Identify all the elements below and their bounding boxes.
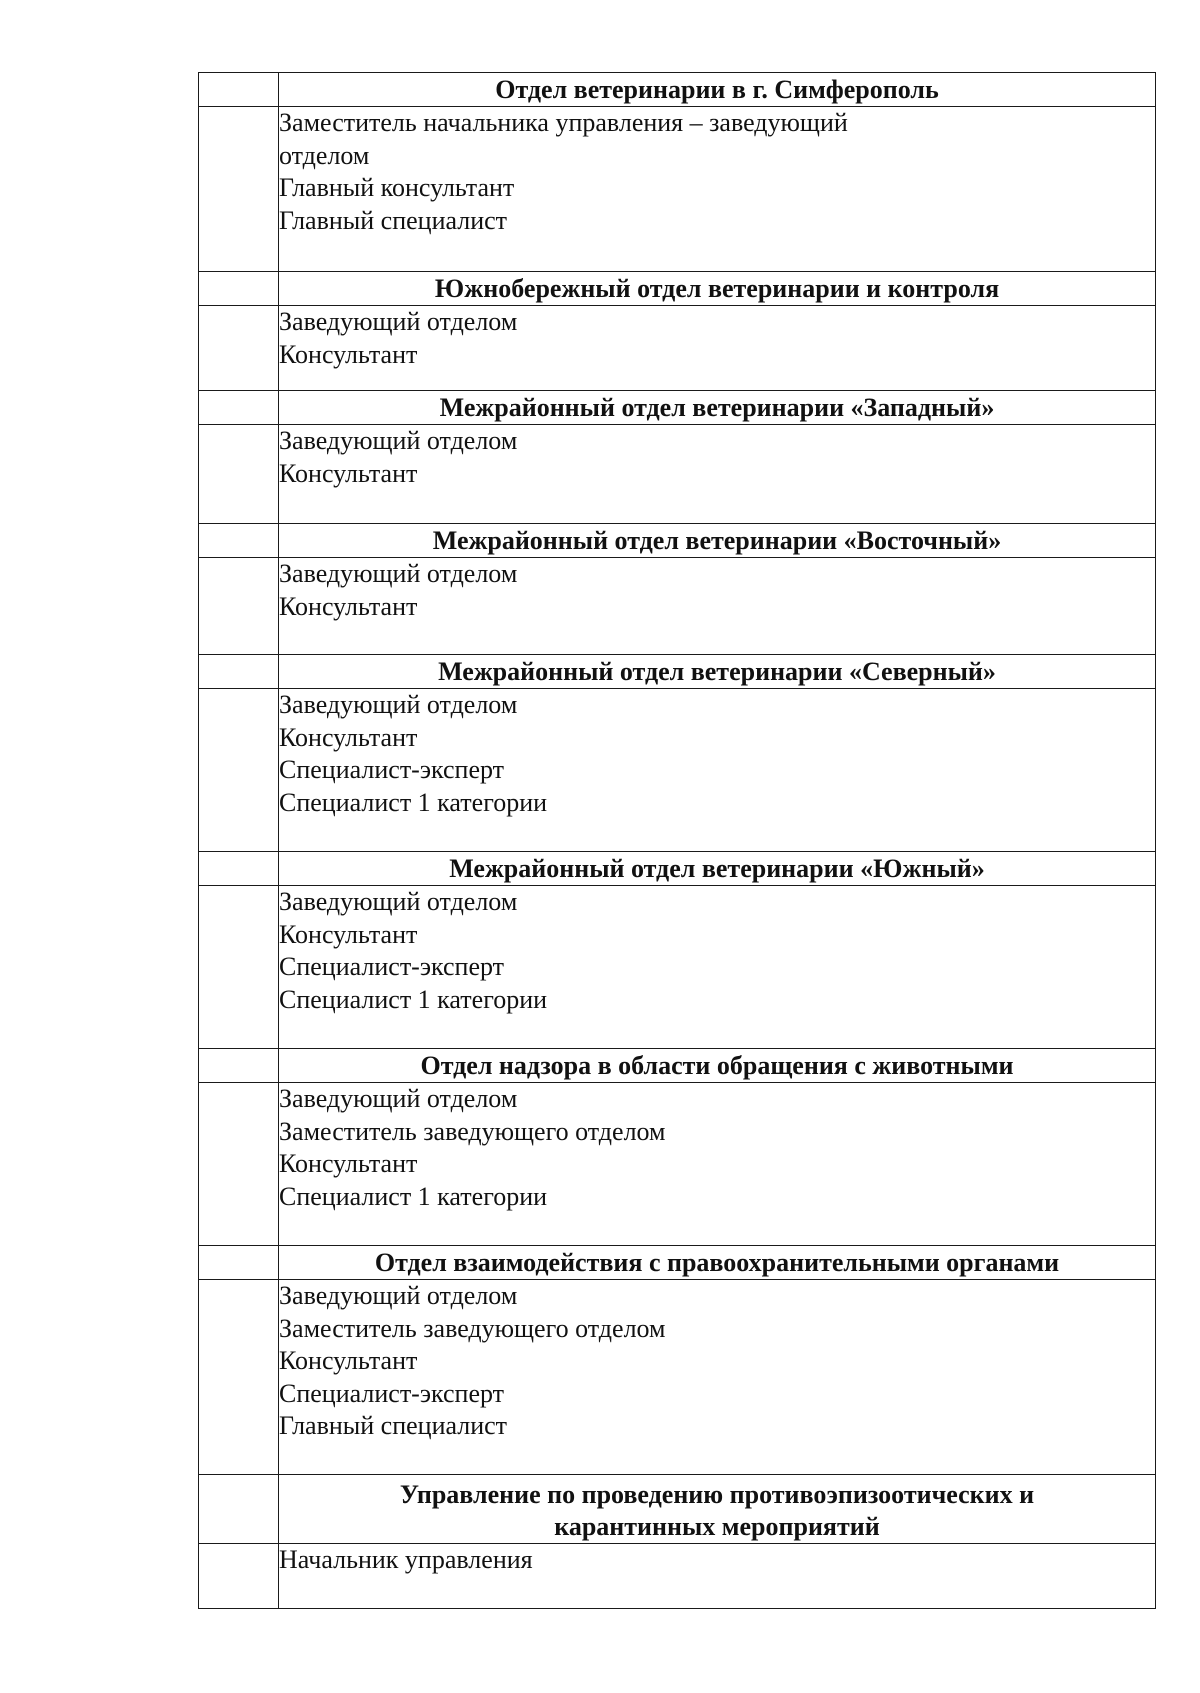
positions-row	[199, 1083, 1156, 1246]
positions-cell	[279, 425, 1156, 524]
positions-row	[199, 107, 1156, 272]
number-cell	[199, 886, 279, 1049]
number-cell	[199, 1083, 279, 1246]
position-item: Консультант	[279, 1149, 418, 1179]
number-cell	[199, 73, 279, 107]
number-cell	[199, 272, 279, 306]
positions-cell	[279, 107, 1156, 272]
number-cell	[199, 558, 279, 655]
position-item: Специалист-эксперт	[279, 952, 504, 982]
department-title: Межрайонный отдел ветеринарии «Южный»	[279, 852, 1156, 886]
position-item: Консультант	[279, 1346, 418, 1376]
department-title: Отдел надзора в области обращения с животными	[279, 1049, 1156, 1083]
position-item: Начальник управления	[279, 1545, 533, 1574]
table-body	[199, 73, 1156, 1609]
department-title: Отдел ветеринарии в г. Симферополь	[279, 73, 1156, 107]
position-item: Главный специалист	[279, 205, 508, 235]
positions-row	[199, 886, 1156, 1049]
number-cell	[199, 1280, 279, 1475]
position-item: Заведующий отделом	[279, 1281, 518, 1310]
number-cell	[199, 1246, 279, 1280]
positions-cell	[279, 306, 1156, 391]
number-cell	[199, 1544, 279, 1609]
positions-cell	[279, 1544, 1156, 1609]
position-item: Консультант	[279, 591, 418, 621]
department-title: Межрайонный отдел ветеринарии «Северный»	[279, 655, 1156, 689]
position-item: Заместитель заведующего отделом	[279, 1313, 666, 1343]
section-header-row	[199, 272, 1156, 306]
position-item: Специалист 1 категории	[279, 1181, 548, 1211]
number-cell	[199, 391, 279, 425]
position-item: Специалист 1 категории	[279, 984, 548, 1014]
department-title: Южнобережный отдел ветеринарии и контроля	[279, 272, 1156, 306]
section-header-row	[199, 1475, 1156, 1544]
position-item: Консультант	[279, 919, 418, 949]
positions-row	[199, 558, 1156, 655]
positions-row	[199, 689, 1156, 852]
position-item: Консультант	[279, 339, 418, 369]
section-header-row	[199, 73, 1156, 107]
department-title: Межрайонный отдел ветеринарии «Западный»	[279, 391, 1156, 425]
position-item: Главный консультант	[279, 173, 515, 203]
number-cell	[199, 1049, 279, 1083]
position-item: Главный специалист	[279, 1411, 508, 1441]
positions-cell	[279, 886, 1156, 1049]
section-header-row	[199, 391, 1156, 425]
section-header-row	[199, 655, 1156, 689]
positions-row	[199, 306, 1156, 391]
position-item: Заместитель начальника управления – заведующий отделом	[279, 108, 855, 170]
department-title: Межрайонный отдел ветеринарии «Восточный»	[279, 524, 1156, 558]
positions-cell	[279, 1083, 1156, 1246]
number-cell	[199, 306, 279, 391]
section-header-row	[199, 1049, 1156, 1083]
positions-row	[199, 1544, 1156, 1609]
position-item: Заведующий отделом	[279, 307, 518, 336]
number-cell	[199, 655, 279, 689]
position-item: Заведующий отделом	[279, 690, 518, 719]
number-cell	[199, 689, 279, 852]
positions-cell	[279, 558, 1156, 655]
position-item: Специалист 1 категории	[279, 787, 548, 817]
number-cell	[199, 1475, 279, 1544]
section-header-row	[199, 524, 1156, 558]
position-item: Специалист-эксперт	[279, 755, 504, 785]
section-header-row	[199, 1246, 1156, 1280]
number-cell	[199, 524, 279, 558]
department-title: Отдел взаимодействия с правоохранительными органами	[279, 1246, 1156, 1280]
department-title: Управление по проведению противоэпизоотических и карантинных мероприятий	[279, 1475, 1156, 1544]
section-header-row	[199, 852, 1156, 886]
position-item: Консультант	[279, 458, 418, 488]
position-item: Заведующий отделом	[279, 1084, 518, 1113]
positions-row	[199, 425, 1156, 524]
position-item: Консультант	[279, 722, 418, 752]
position-item: Заведующий отделом	[279, 559, 518, 588]
number-cell	[199, 425, 279, 524]
positions-cell	[279, 689, 1156, 852]
position-item: Заведующий отделом	[279, 887, 518, 916]
positions-cell	[279, 1280, 1156, 1475]
position-item: Заведующий отделом	[279, 426, 518, 455]
number-cell	[199, 852, 279, 886]
positions-row	[199, 1280, 1156, 1475]
position-item: Специалист-эксперт	[279, 1378, 504, 1408]
staff-positions-table	[198, 72, 1156, 1609]
position-item: Заместитель заведующего отделом	[279, 1116, 666, 1146]
number-cell	[199, 107, 279, 272]
